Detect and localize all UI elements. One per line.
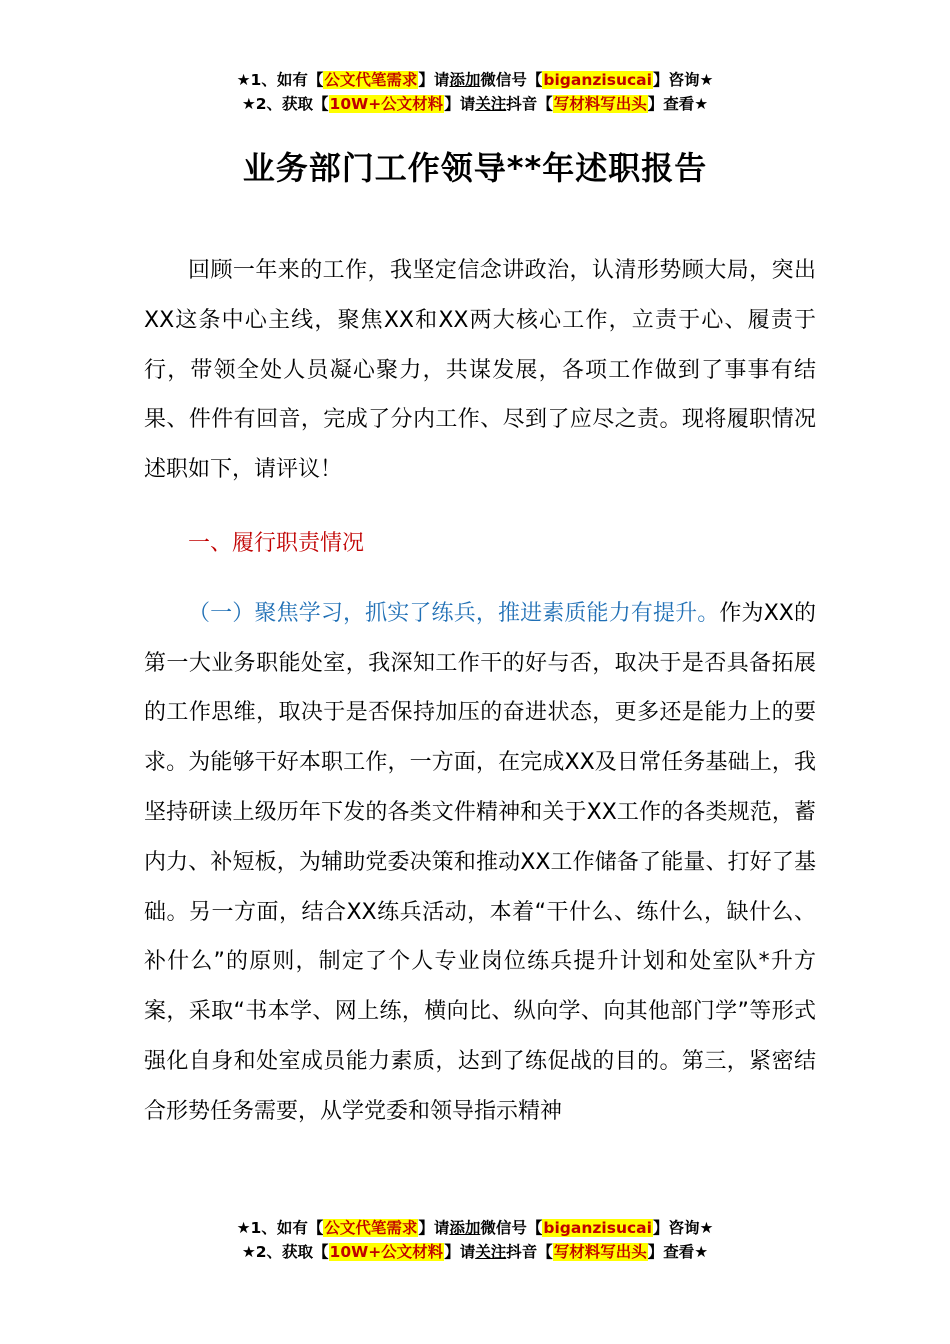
banner-line-1 <box>0 1216 950 1240</box>
banner-text: ★2、获取【 <box>241 1243 329 1261</box>
subsection-body: 作为XX的第一大业务职能处室，我深知工作干的好与否，取决于是否具备拓展的工作思维，取决于是否保持加压的奋进状态，更多还是能力上的要求。为能够干好本职工作，一方面，在完成XX及日常任务基础上，我坚持研读上级历年下发的各类文件精神和关于XX工作的各类规范，蓄内力、补短板，为辅助党委决策和推动XX工作储备了能量、打好了基础。另一方面，结合XX练兵活动，本着“干什么、练什么，缺什么、补什么”的原则，制定了个人专业岗位练兵提升计划和处室队*升方案，采取“书本学、网上练，横向比、纵向学、向其他部门学”等形式强化自身和处室成员能力素质，达到了练促战的目的。第三，紧密结合形势任务需要，从学党委和领导指示精神 <box>144 600 816 1124</box>
banner-highlight: 公文代笔需求 <box>324 71 418 89</box>
banner-text: 】咨询★ <box>652 71 714 89</box>
banner-text: 微信号【 <box>480 71 543 89</box>
banner-line-1 <box>0 68 950 92</box>
banner-highlight: 10W+公文材料 <box>329 95 444 113</box>
banner-underline: 添加 <box>449 1219 481 1237</box>
document-title: 业务部门工作领导**年述职报告 <box>242 149 708 187</box>
header-banner <box>0 68 950 116</box>
banner-text: ★2、获取【 <box>241 95 329 113</box>
banner-text: 】查看★ <box>647 95 709 113</box>
banner-highlight: 写材料写出头 <box>553 1243 647 1261</box>
banner-text: 】咨询★ <box>652 1219 714 1237</box>
intro-paragraph: 回顾一年来的工作，我坚定信念讲政治，认清形势顾大局，突出XX这条中心主线，聚焦XX和XX两大核心工作，立责于心、履责于行，带领全处人员凝心聚力，共谋发展，各项工作做到了事事有结果、件件有回音，完成了分内工作、尽到了应尽之责。现将履职情况述职如下，请评议！ <box>144 258 816 483</box>
banner-text: 微信号【 <box>480 1219 543 1237</box>
banner-text: ★1、如有【 <box>236 71 324 89</box>
banner-text: 抖音【 <box>506 95 553 113</box>
banner-highlight: biganzisucai <box>543 1219 652 1237</box>
banner-text: 】请 <box>444 95 476 113</box>
footer-banner <box>0 1216 950 1264</box>
banner-line-2 <box>0 1240 950 1264</box>
banner-text: 】查看★ <box>647 1243 709 1261</box>
banner-highlight: biganzisucai <box>543 71 652 89</box>
banner-line-2 <box>0 92 950 116</box>
document-body <box>144 246 816 1137</box>
banner-text: 抖音【 <box>506 1243 553 1261</box>
banner-highlight: 10W+公文材料 <box>329 1243 444 1261</box>
banner-underline: 关注 <box>475 1243 507 1261</box>
subsection-heading: （一）聚焦学习，抓实了练兵，推进素质能力有提升。 <box>188 600 720 626</box>
banner-text: 】请 <box>418 1219 450 1237</box>
banner-text: ★1、如有【 <box>236 1219 324 1237</box>
subsection-paragraph <box>144 589 816 1137</box>
banner-text: 】请 <box>418 71 450 89</box>
banner-underline: 添加 <box>449 71 481 89</box>
section-heading: 一、履行职责情况 <box>188 530 365 556</box>
banner-text: 】请 <box>444 1243 476 1261</box>
banner-highlight: 公文代笔需求 <box>324 1219 418 1237</box>
banner-highlight: 写材料写出头 <box>553 95 647 113</box>
banner-underline: 关注 <box>475 95 507 113</box>
